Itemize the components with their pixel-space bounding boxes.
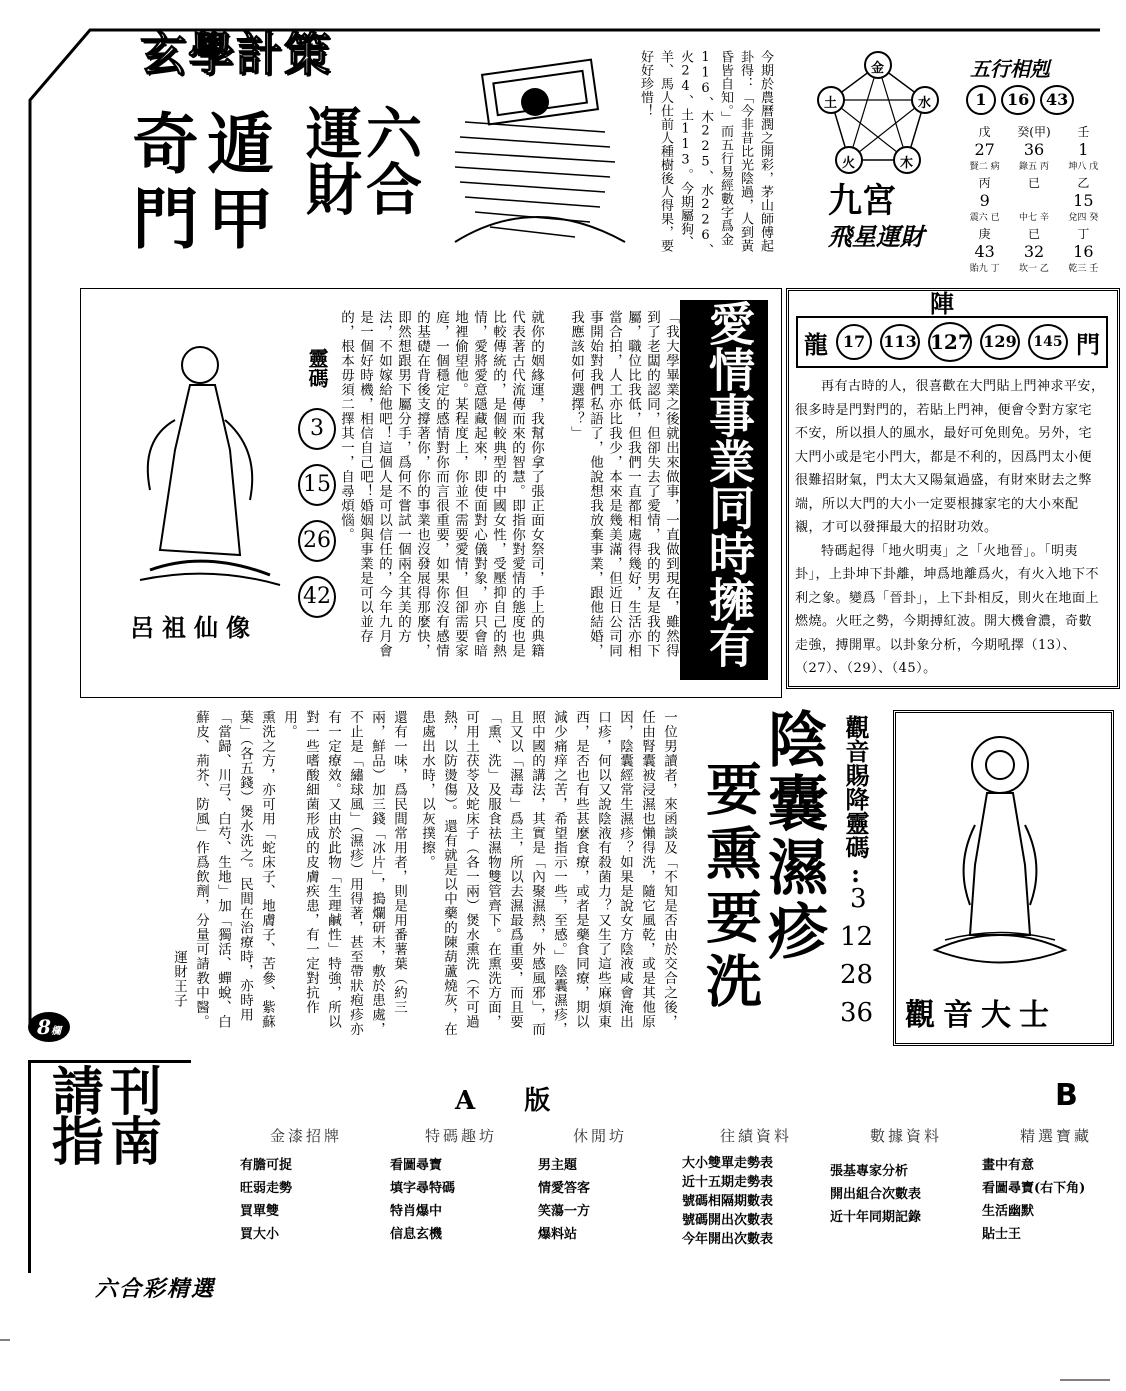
grid-cell: 丁 16 乾三 壬 <box>1068 227 1099 274</box>
page-number-suffix: 欄 <box>50 1026 61 1037</box>
guide-item[interactable]: 特肖爆中 <box>390 1204 443 1219</box>
guide-item[interactable]: 買大小 <box>240 1227 280 1242</box>
guide-title: 請刊指南 <box>52 1062 169 1173</box>
grid-cell: 已 32 坎一 乙 <box>1019 227 1049 274</box>
guide-item[interactable]: 旺弱走勢 <box>240 1181 293 1196</box>
page-banner: 玄學計策 <box>140 27 332 81</box>
eczema-signature: 運財王子 <box>171 950 187 1008</box>
nine-palace-title: 九宮 <box>828 181 896 221</box>
page-number-badge <box>28 1012 70 1042</box>
guide-item[interactable]: 開出組合次數表 <box>830 1187 922 1202</box>
guanyin-number: 3 <box>850 884 867 914</box>
lingma-number: 42 <box>298 576 336 618</box>
guide-item[interactable]: 情愛答客 <box>538 1181 591 1196</box>
guide-column-header: 精選寶藏 <box>1020 1127 1093 1145</box>
door-number: 113 <box>880 324 920 360</box>
guide-item[interactable]: 貼士王 <box>982 1227 1022 1242</box>
door-number: 145 <box>1028 324 1068 360</box>
guide-item[interactable]: 看圖尋寶 <box>390 1158 443 1173</box>
door-text <box>795 375 1105 675</box>
guide-column <box>390 1125 497 1246</box>
guide-b-label: B <box>1055 1078 1078 1113</box>
guide-item[interactable]: 號碼相隔期數表 <box>682 1194 774 1209</box>
grid-cell: 戊 27 賢二 病 <box>969 125 1000 172</box>
lingma-number: 15 <box>298 464 336 506</box>
guide-item[interactable]: 張基專家分析 <box>830 1164 909 1179</box>
guide-item[interactable]: 畫中有意 <box>982 1158 1035 1173</box>
guide-footer: 六合彩精選 <box>95 1276 216 1302</box>
lingma-number: 26 <box>298 520 336 562</box>
wuxing-numbers <box>966 85 1074 115</box>
love-numbers <box>298 408 336 618</box>
wuxing-title: 五行相剋 <box>970 57 1050 81</box>
door-right-label: 門 <box>1076 329 1100 359</box>
title-liuhe-yuncai: 六合運財 <box>297 104 423 216</box>
door-paragraph: 再有古時的人，很喜歡在大門貼上門神求平安，很多時是門對門的，若貼上門神，便會令對方家宅不安，所以損人的風水，最好可免則免。另外，宅大門小或是宅小門大，都是不利的，因爲門太小便很難招財氣，門太大又陽氣過盛，有財來財去之弊端，所以大門的大小一定要根據家宅的大小來配襯，才可以發揮最大的招財功效。 <box>795 379 1105 535</box>
eczema-headline-2: 要熏要洗 <box>697 760 763 1016</box>
guide-item[interactable]: 號碼開出次數表 <box>682 1213 774 1228</box>
guide-item[interactable]: 男主題 <box>538 1158 578 1173</box>
guide-column-header: 特碼趣坊 <box>425 1127 498 1145</box>
guide-item[interactable]: 爆料站 <box>538 1227 578 1242</box>
eczema-paragraph: 一位男讀者，來函談及「不知是否由於交合之後，任由腎囊被浸濕也懶得洗，隨它風乾，或是其他原因，陰囊經常生濕疹？如果是說女方陰液咸會淹出口疹，何以又說陰液有殺菌力？又生了這些麻煩東西，是否也有些甚麼食療，或者是藥食同療，期以減少痛痒之苦，希望指示一些，至感。」陰囊濕疹，照中國的講法，其實是「內聚濕熱，外感風邪」，而且又以「濕毒」爲主，所以去濕最爲重要，而且要「熏、洗」及服食祛濕物雙管齊下。在熏洗方面，可用土茯苓及蛇床子（各一兩）煲水熏洗（不可過熱，以防燙傷）。還有就是以中藥的陳葫蘆燒灰，在患處出水時，以灰撲擦。 <box>419 710 677 1037</box>
lu-zu-illustration <box>120 330 290 590</box>
guide-item[interactable]: 生活幽默 <box>982 1204 1035 1219</box>
eczema-body <box>80 710 680 1040</box>
guide-column <box>682 1125 792 1249</box>
guide-column-header: 數據資料 <box>870 1127 943 1145</box>
guide-item[interactable]: 填字尋特碼 <box>390 1181 456 1196</box>
wuxing-label-shui: 水 <box>918 96 932 111</box>
door-left-label: 龍 <box>804 329 828 359</box>
love-headline: 愛情事業同時擁有 <box>680 300 768 680</box>
guide-columns <box>230 1125 1110 1255</box>
intro-text: 今期於農曆潤之開彩，茅山師傅起卦得：「今非昔比光陰過，人到黃昏皆自知。」而五行易經數字爲金116、木225、水226、火24、土113。今期屬狗、羊、馬人仕前人種樹後人得果，要好好珍惜！ <box>638 50 773 257</box>
grid-cell: 壬 1 坤八 戊 <box>1068 125 1099 172</box>
guide-item[interactable]: 近十年同期記錄 <box>830 1210 922 1225</box>
wuxing-number: 43 <box>1040 85 1074 115</box>
eczema-paragraph: 熏洗之方，亦可用「蛇床子、地膚子、苦參、紫蘇葉」（各五錢）煲水洗之。民間在治療時，亦時用「當歸、川弓、白芍、生地」加「獨活、蟬蛻、白蘚皮、荊芥、防風」作爲飲劑，分量可請教中醫。 <box>193 710 275 1029</box>
header-illustration <box>435 42 635 252</box>
guide-column <box>240 1125 342 1246</box>
guide-item[interactable]: 信息玄機 <box>390 1227 443 1242</box>
door-numbers-row <box>796 316 1108 368</box>
guanyin-caption: 觀音大士 <box>905 998 1057 1033</box>
wuxing-number: 16 <box>1001 85 1035 115</box>
door-number: 129 <box>980 324 1020 360</box>
guide-column <box>830 1125 942 1229</box>
guanyin-numbers <box>840 880 873 1032</box>
lu-zu-caption: 呂祖仙像 <box>130 613 258 642</box>
guanyin-title: 觀音賜降靈碼: <box>841 715 870 888</box>
nine-palace-grid <box>960 123 1108 274</box>
love-body-1: 「我大學畢業之後就出來做事，一直做到現在，雖然得到了老闆的認同，但卻失去了愛情，我的男友是我的下屬，職位比我低，但我們一直都相處得幾好，生活亦相當合拍，人工亦比我少，本來是幾美滿，但近日公司同事開始對我們私語了，他說想我放棄事業，跟他結婚，我應該如何選擇？」 <box>568 310 679 658</box>
eczema-paragraph: 還有一味，爲民間常用者，則是用番薯葉（約三兩，鮮品）加三錢「冰片」，搗爛研末，敷於患處，不止是「繡球風」（濕疹）用得著，甚至帶狀疱疹亦有一定療效。又由於此物「生理鹹性」特強，所以對一些嗜酸細菌形成的皮膚疾患，有一定對抗作用。 <box>281 710 407 1037</box>
grid-cell: 乙 15 兌四 癸 <box>1068 176 1099 223</box>
guide-a-label: A 版 <box>455 1086 571 1116</box>
wuxing-label-jin: 金 <box>871 61 885 76</box>
grid-cell: 已 中七 辛 <box>1019 176 1049 223</box>
guide-item[interactable]: 買單雙 <box>240 1204 280 1219</box>
eczema-headline-1: 陰囊濕疹 <box>758 708 828 964</box>
guide-column <box>982 1125 1092 1246</box>
wuxing-number: 1 <box>966 85 996 115</box>
guide-item[interactable]: 有膽可捉 <box>240 1158 293 1173</box>
wuxing-label-mu: 木 <box>900 156 914 171</box>
door-number: 127 <box>928 322 972 362</box>
wuxing-label-huo: 火 <box>842 156 856 171</box>
door-paragraph: 特碼起得「地火明夷」之「火地晉」。「明夷卦」，上卦坤下卦離，坤爲地離爲火，有火入地下不利之象。變爲「晉卦」，上下卦相反，則火在地面上燃燒。火旺之勢，今期搏紅波。開大機會濃，奇數走強，搏開單。以卦象分析，今期吼擇（13）、（27）、（29）、（45）。 <box>795 543 1100 676</box>
guide-item[interactable]: 笑蕩一方 <box>538 1204 591 1219</box>
guanyin-number: 12 <box>840 922 874 952</box>
wuxing-block <box>788 45 1108 280</box>
title-dunjia-qimen: 奇 遁 門 甲 <box>132 105 274 258</box>
nine-palace-subtitle: 飛星運財 <box>828 222 924 251</box>
door-number: 17 <box>836 324 872 360</box>
guanyin-illustration <box>915 725 1085 975</box>
love-body-2: 就你的姻緣運，我幫你拿了張正面女祭司，手上的典籍代表著古代流傳而來的智慧。即指你對愛情的態度也是比較傳統的，是個較典型的中國女性，受壓抑自己的熱情，愛將愛意隱藏起來，即使面對心儀對象，亦只會暗地裡偷望他。某程度上，你並不需要愛情，但卻需要家庭，一個穩定的感情對你而言很重要，如果你沒有感情的基礎在背後支撐著你，你的事業也沒發展得那麼快，即然想跟男下屬分手，爲何不嘗試一個兩全其美的方法，不如嫁給他吧！這個人是可以信任的，今年九月會是一個好時機，相信自己吧！婚姻與事業是可以並存的，根本毋須二擇其一，自尋煩惱。 <box>338 310 544 658</box>
love-lingma-label: 靈碼 <box>305 348 329 388</box>
guide-item[interactable]: 今年開出次數表 <box>682 1232 774 1247</box>
page-number: 8 <box>37 1015 51 1039</box>
grid-cell: 庚 43 貽九 丁 <box>969 227 1000 274</box>
guide-column-header: 往績資料 <box>720 1127 793 1145</box>
lingma-number: 3 <box>298 408 336 450</box>
guide-item[interactable]: 近十五期走勢表 <box>682 1175 774 1190</box>
guide-item[interactable]: 看圖尋寶(右下角) <box>982 1181 1086 1196</box>
guide-column <box>538 1125 627 1246</box>
guide-column-header: 休閒坊 <box>573 1127 628 1145</box>
grid-cell: 癸(甲) 36 錄五 丙 <box>1017 125 1051 172</box>
wuxing-label-tu: 土 <box>824 96 838 111</box>
guide-column-header: 金漆招牌 <box>270 1127 343 1145</box>
guide-item[interactable]: 大小雙單走勢表 <box>682 1156 774 1171</box>
grid-cell: 丙 9 震六 已 <box>969 176 1000 223</box>
door-banner: 陣 <box>930 289 954 318</box>
guanyin-number: 28 <box>840 960 874 990</box>
guanyin-number: 36 <box>840 998 874 1028</box>
